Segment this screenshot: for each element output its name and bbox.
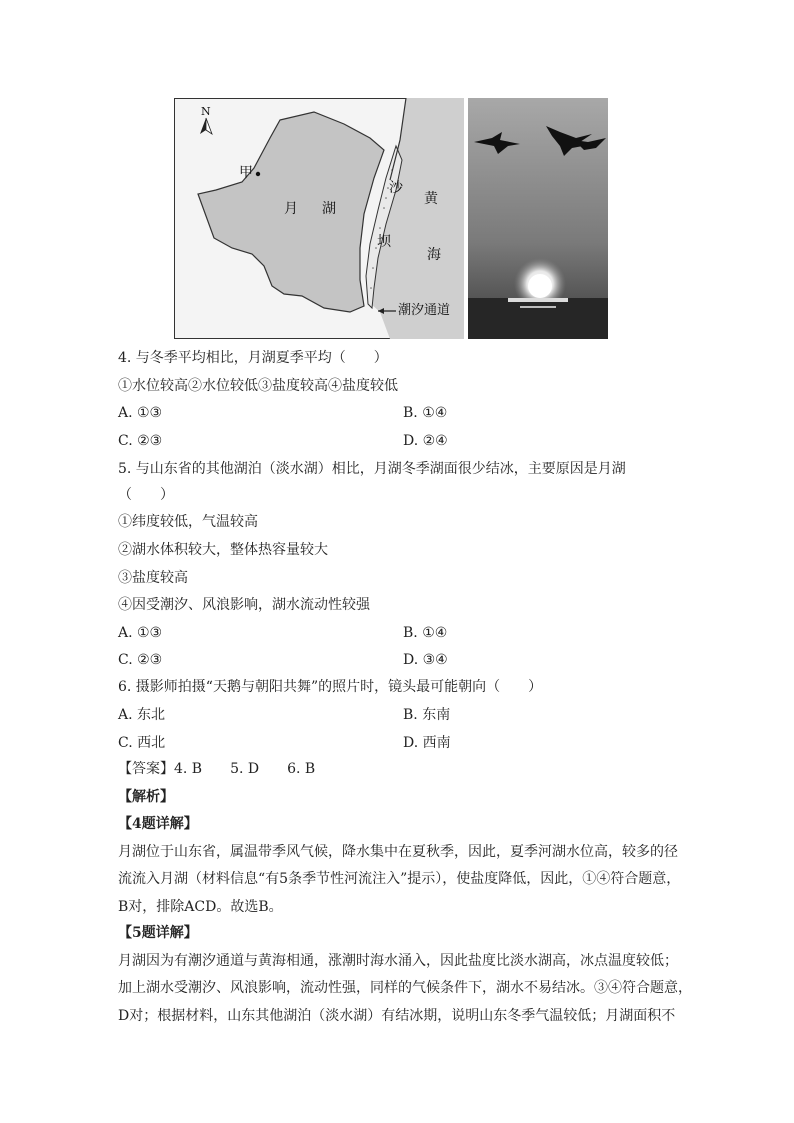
lake-map xyxy=(174,98,464,339)
sea-label-2: 海 xyxy=(427,247,441,263)
swan-sunrise-photo xyxy=(468,98,608,339)
q5-item-1: ①纬度较低，气温较高 xyxy=(118,514,258,530)
d5-line-1: 月湖因为有潮汐通道与黄海相通，涨潮时海水涌入，因此盐度比淡水湖高，冰点温度较低； xyxy=(118,953,678,969)
q6-option-b: B. 东南 xyxy=(403,707,451,723)
d4-line-3: B对，排除ACD。故选B。 xyxy=(118,899,283,915)
d4-heading: 【4题详解】 xyxy=(118,816,198,832)
q5-option-b: B. ①④ xyxy=(403,625,448,641)
point-jia-marker xyxy=(256,172,260,176)
d5-heading: 【5题详解】 xyxy=(118,925,198,941)
d4-line-2: 流流入月湖（材料信息“有5条季节性河流注入”提示），使盐度降低，因此，①④符合题意， xyxy=(118,871,681,887)
q4-option-d: D. ②④ xyxy=(403,433,448,449)
lake-label-2: 湖 xyxy=(322,201,336,217)
q4-stem: 4. 与冬季平均相比，月湖夏季平均（ ） xyxy=(118,350,388,366)
sun-icon xyxy=(528,274,552,298)
q5-stem-line1: 5. 与山东省的其他湖泊（淡水湖）相比，月湖冬季湖面很少结冰，主要原因是月湖 xyxy=(118,461,626,477)
q4-option-c: C. ②③ xyxy=(118,433,163,449)
lake-label-1: 月 xyxy=(284,201,298,217)
sandbar-label-2: 坝 xyxy=(377,234,391,250)
q5-option-d: D. ③④ xyxy=(403,652,448,668)
point-jia-label: 甲 xyxy=(239,165,253,181)
analysis-heading: 【解析】 xyxy=(118,789,174,805)
q4-option-a: A. ①③ xyxy=(118,405,163,421)
q6-option-d: D. 西南 xyxy=(403,735,451,751)
d5-line-3: D对；根据材料，山东其他湖泊（淡水湖）有结冰期，说明山东冬季气温较低；月湖面积不 xyxy=(118,1008,676,1024)
q4-items: ①水位较高②水位较低③盐度较高④盐度较低 xyxy=(118,378,398,394)
q5-item-3: ③盐度较高 xyxy=(118,570,188,586)
q4-option-b: B. ①④ xyxy=(403,405,448,421)
figure xyxy=(174,98,608,339)
answer-line: 【答案】4. B 5. D 6. B xyxy=(118,761,316,777)
q6-option-a: A. 东北 xyxy=(118,707,166,723)
photo-drawing xyxy=(468,98,608,339)
d4-line-1: 月湖位于山东省，属温带季风气候，降水集中在夏秋季，因此，夏季河湖水位高，较多的径 xyxy=(118,844,678,860)
sandbar-label-1: 沙 xyxy=(389,180,403,196)
q5-option-c: C. ②③ xyxy=(118,652,163,668)
q5-stem-line2: （ ） xyxy=(118,487,174,503)
q5-item-4: ④因受潮汐、风浪影响，湖水流动性较强 xyxy=(118,597,370,613)
d5-line-2: 加上湖水受潮汐、风浪影响，流动性强，同样的气候条件下，湖水不易结冰。③④符合题意， xyxy=(118,980,692,996)
q5-item-2: ②湖水体积较大，整体热容量较大 xyxy=(118,542,328,558)
q6-stem: 6. 摄影师拍摄“天鹅与朝阳共舞”的照片时，镜头最可能朝向（ ） xyxy=(118,679,543,695)
q5-option-a: A. ①③ xyxy=(118,625,163,641)
sea-label-1: 黄 xyxy=(424,191,438,207)
north-label: N xyxy=(201,105,211,118)
q6-option-c: C. 西北 xyxy=(118,735,166,751)
channel-label: 潮汐通道 xyxy=(398,303,451,318)
